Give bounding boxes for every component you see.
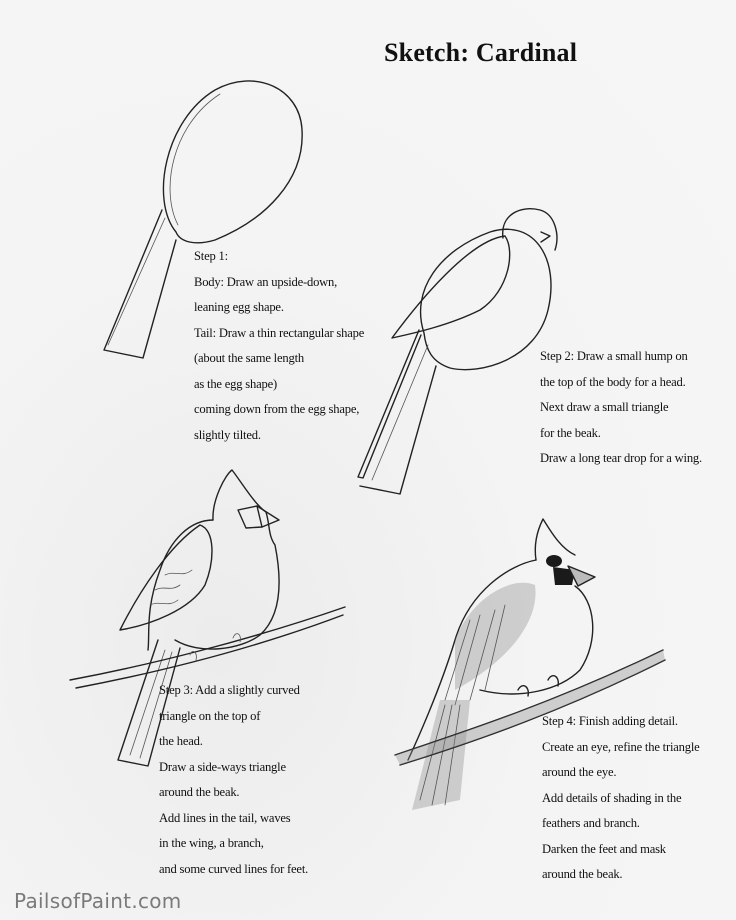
step-4-line: feathers and branch. xyxy=(542,816,640,830)
step-3-line: the head. xyxy=(159,734,203,748)
step-2-line: Draw a long tear drop for a wing. xyxy=(540,451,702,465)
step-2-line: Step 2: Draw a small hump on xyxy=(540,349,688,363)
step-4-line: Step 4: Finish adding detail. xyxy=(542,714,678,728)
step-1-line: leaning egg shape. xyxy=(194,300,284,314)
step-2-line: the top of the body for a head. xyxy=(540,374,686,389)
step-1-line: Tail: Draw a thin rectangular shape xyxy=(194,325,365,340)
step-3-line: Draw a side-ways triangle xyxy=(159,759,286,774)
step-1-line: slightly tilted. xyxy=(194,427,261,442)
step-4-instructions xyxy=(542,709,700,888)
step-3-line: Step 3: Add a slightly curved xyxy=(159,683,300,697)
watermark-site-name: PailsofPaint.com xyxy=(14,889,182,913)
step-4-line: Add details of shading in the xyxy=(542,790,682,805)
step-3-line: in the wing, a branch, xyxy=(159,836,264,850)
page-title: Sketch: Cardinal xyxy=(384,38,578,67)
step-1-line: coming down from the egg shape, xyxy=(194,402,360,416)
sketch-step-2 xyxy=(358,209,557,494)
step-3-instructions xyxy=(159,678,308,882)
step-3-line: Add lines in the tail, waves xyxy=(159,810,291,825)
step-3-line: around the beak. xyxy=(159,785,240,799)
step-4-line: Create an eye, refine the triangle xyxy=(542,739,700,754)
step-3-line: and some curved lines for feet. xyxy=(159,861,309,876)
step-4-line: Darken the feet and mask xyxy=(542,841,666,856)
step-4-line: around the beak. xyxy=(542,867,623,881)
step-1-line: Step 1: xyxy=(194,249,228,263)
step-3-line: triangle on the top of xyxy=(159,708,261,723)
step-1-instructions xyxy=(194,244,364,448)
step-1-line: as the egg shape) xyxy=(194,376,277,391)
step-2-instructions xyxy=(540,344,702,472)
step-1-line: (about the same length xyxy=(194,351,304,365)
step-4-line: around the eye. xyxy=(542,765,617,779)
step-2-line: Next draw a small triangle xyxy=(540,400,669,414)
step-2-line: for the beak. xyxy=(540,425,601,440)
step-1-line: Body: Draw an upside-down, xyxy=(194,274,338,289)
